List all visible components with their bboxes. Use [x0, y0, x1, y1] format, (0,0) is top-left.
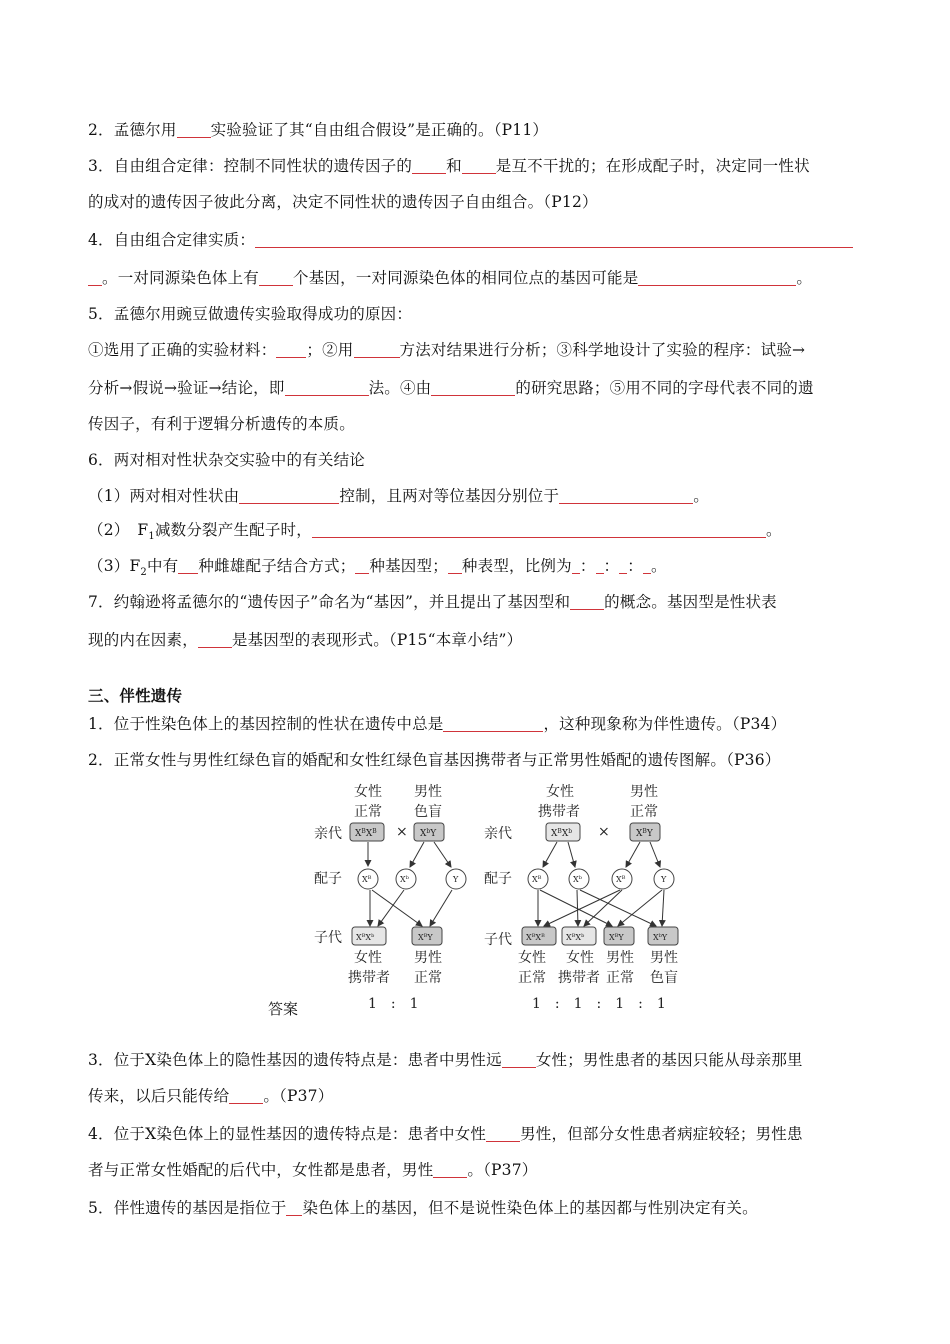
fill-blank[interactable]	[198, 633, 232, 648]
label: 女性	[354, 950, 382, 966]
question-2-5-line3: 传因子，有利于逻辑分析遗传的本质。	[88, 415, 355, 433]
section-heading: 三、伴性遗传	[88, 687, 183, 705]
inheritance-diagram	[312, 778, 692, 1018]
question-3-1: 1．位于性染色体上的基因控制的性状在遗传中总是 ，这种现象称为伴性遗传。（P34）	[88, 715, 787, 733]
fill-blank[interactable]	[448, 559, 462, 574]
label: 男性	[414, 950, 442, 966]
cross-symbol: ×	[396, 824, 408, 840]
label: 正常	[354, 804, 382, 820]
question-2-5-line1: ①选用了正确的实验材料： ；②用 方法对结果进行分析；③科学地设计了实验的程序：试验→	[88, 341, 806, 359]
label: 携带者	[538, 804, 580, 820]
genotype-text: $X^BX^B$	[526, 933, 545, 942]
fill-blank[interactable]	[559, 489, 693, 504]
answer-label: 答案	[268, 1000, 299, 1018]
question-3-3-cont: 传来，以后只能传给 。（P37）	[88, 1087, 334, 1105]
question-2-7-cont: 现的内在因素， 是基因型的表现形式。（P15“本章小结”）	[88, 631, 523, 649]
genotype-text: $X^bY$	[420, 827, 437, 839]
label: 携带者	[348, 970, 390, 986]
fill-blank[interactable]	[276, 343, 306, 358]
question-2-6-1: （1）两对相对性状由 控制，且两对等位基因分别位于 。	[88, 487, 709, 505]
question-2-2: 2．孟德尔用 实验验证了其“自由组合假设”是正确的。（P11）	[88, 121, 549, 139]
genotype-text: $X^bY$	[653, 933, 668, 942]
question-3-4-cont: 者与正常女性婚配的后代中，女性都是患者，男性 。（P37）	[88, 1161, 538, 1179]
fill-blank[interactable]	[178, 559, 198, 574]
label: 男性	[650, 950, 678, 966]
genotype-text: $X^BX^b$	[551, 827, 573, 839]
ratio-text: 1 : 1	[368, 996, 419, 1012]
row-label-parent: 亲代	[314, 826, 342, 842]
genotype-text: $X^BX^b$	[356, 933, 375, 942]
fill-blank[interactable]	[443, 717, 543, 732]
label: 色盲	[414, 804, 442, 820]
fill-blank[interactable]	[259, 271, 293, 286]
fill-blank[interactable]	[462, 159, 496, 174]
row-label-gamete: 配子	[314, 871, 342, 887]
question-3-5: 5．伴性遗传的基因是指位于 染色体上的基因，但不是说性染色体上的基因都与性别决定有关。	[88, 1199, 758, 1217]
question-2-4-cont: 。一对同源染色体上有 个基因，一对同源染色体的相同位点的基因可能是 。	[88, 266, 866, 288]
question-3-3: 3．位于X染色体上的隐性基因的遗传特点是：患者中男性远 女性；男性患者的基因只能从母亲那里	[88, 1051, 803, 1069]
fill-blank[interactable]	[643, 559, 651, 574]
question-2-5: 5．孟德尔用豌豆做遗传实验取得成功的原因：	[88, 305, 413, 323]
genotype-text: $X^BX^B$	[355, 827, 377, 839]
fill-blank[interactable]	[255, 233, 853, 248]
question-2-7: 7．约翰逊将孟德尔的“遗传因子”命名为“基因”，并且提出了基因型和 的概念。基因型是性状表	[88, 593, 777, 611]
question-2-3-cont: 的成对的遗传因子彼此分离，决定不同性状的遗传因子自由组合。（P12）	[88, 193, 598, 211]
question-3-4: 4．位于X染色体上的显性基因的遗传特点是：患者中女性 男性，但部分女性患者病症较轻；男性患	[88, 1125, 803, 1143]
genotype-text: $X^BY$	[609, 933, 624, 942]
label: 色盲	[650, 970, 678, 986]
label: 正常	[414, 970, 442, 986]
gamete-text: Y	[453, 875, 459, 884]
cross-symbol: ×	[598, 824, 610, 840]
label: 正常	[518, 970, 546, 986]
label: 男性	[606, 950, 634, 966]
row-label-parent: 亲代	[484, 826, 512, 842]
question-2-6-3: $(3)F_2$中有 种雌雄配子结合方式； 种基因型； 种表型，比例为 ： ： ： 。	[88, 557, 667, 579]
gamete-text: $X^B$	[532, 875, 542, 884]
question-2-6-2: （2） $F_1$减数分裂产生配子时， 。	[88, 521, 782, 543]
label: 女性	[354, 784, 382, 800]
fill-blank[interactable]	[638, 271, 796, 286]
fill-blank[interactable]	[412, 159, 446, 174]
ratio-text: 1 : 1 : 1 : 1	[532, 996, 666, 1012]
label: 女性	[566, 950, 594, 966]
row-label-gamete: 配子	[484, 871, 512, 887]
gamete-text: $X^b$	[573, 875, 582, 884]
row-label-child: 子代	[314, 930, 342, 946]
fill-blank[interactable]	[570, 595, 604, 610]
fill-blank[interactable]	[239, 489, 339, 504]
fill-blank[interactable]	[354, 343, 400, 358]
genotype-text: $X^BY$	[636, 827, 653, 839]
question-2-4: 4．自由组合定律实质：	[88, 228, 866, 250]
fill-blank[interactable]	[431, 381, 515, 396]
question-2-3: 3．自由组合定律：控制不同性状的遗传因子的 和 是互不干扰的；在形成配子时，决定同一性状	[88, 157, 810, 175]
fill-blank[interactable]	[285, 381, 369, 396]
label: 携带者	[558, 970, 600, 986]
question-2-5-line2: 分析→假说→验证→结论，即 法。④由 的研究思路；⑤用不同的字母代表不同的遗	[88, 379, 814, 397]
fill-blank[interactable]	[596, 559, 604, 574]
fill-blank[interactable]	[177, 123, 211, 138]
fill-blank[interactable]	[312, 523, 766, 538]
label: 女性	[546, 784, 574, 800]
fill-blank[interactable]	[433, 1163, 467, 1178]
gamete-text: $X^B$	[616, 875, 626, 884]
gamete-text: $X^B$	[362, 875, 372, 884]
label: 女性	[518, 950, 546, 966]
genotype-text: $X^BX^b$	[566, 933, 585, 942]
fill-blank[interactable]	[286, 1201, 302, 1216]
label: 男性	[414, 784, 442, 800]
row-label-child: 子代	[484, 932, 512, 948]
gamete-text: $X^b$	[400, 875, 409, 884]
question-2-6: 6．两对相对性状杂交实验中的有关结论	[88, 451, 365, 469]
label: 男性	[630, 784, 658, 800]
fill-blank[interactable]	[229, 1089, 263, 1104]
fill-blank[interactable]	[486, 1127, 520, 1142]
genotype-text: $X^BY$	[418, 933, 433, 942]
label: 正常	[606, 970, 634, 986]
fill-blank[interactable]	[502, 1053, 536, 1068]
label: 正常	[630, 804, 658, 820]
fill-blank[interactable]	[88, 271, 102, 286]
gamete-text: Y	[661, 875, 667, 884]
fill-blank[interactable]	[572, 559, 580, 574]
question-3-2: 2．正常女性与男性红绿色盲的婚配和女性红绿色盲基因携带者与正常男性婚配的遗传图解。（P36）	[88, 751, 781, 769]
fill-blank[interactable]	[355, 559, 369, 574]
